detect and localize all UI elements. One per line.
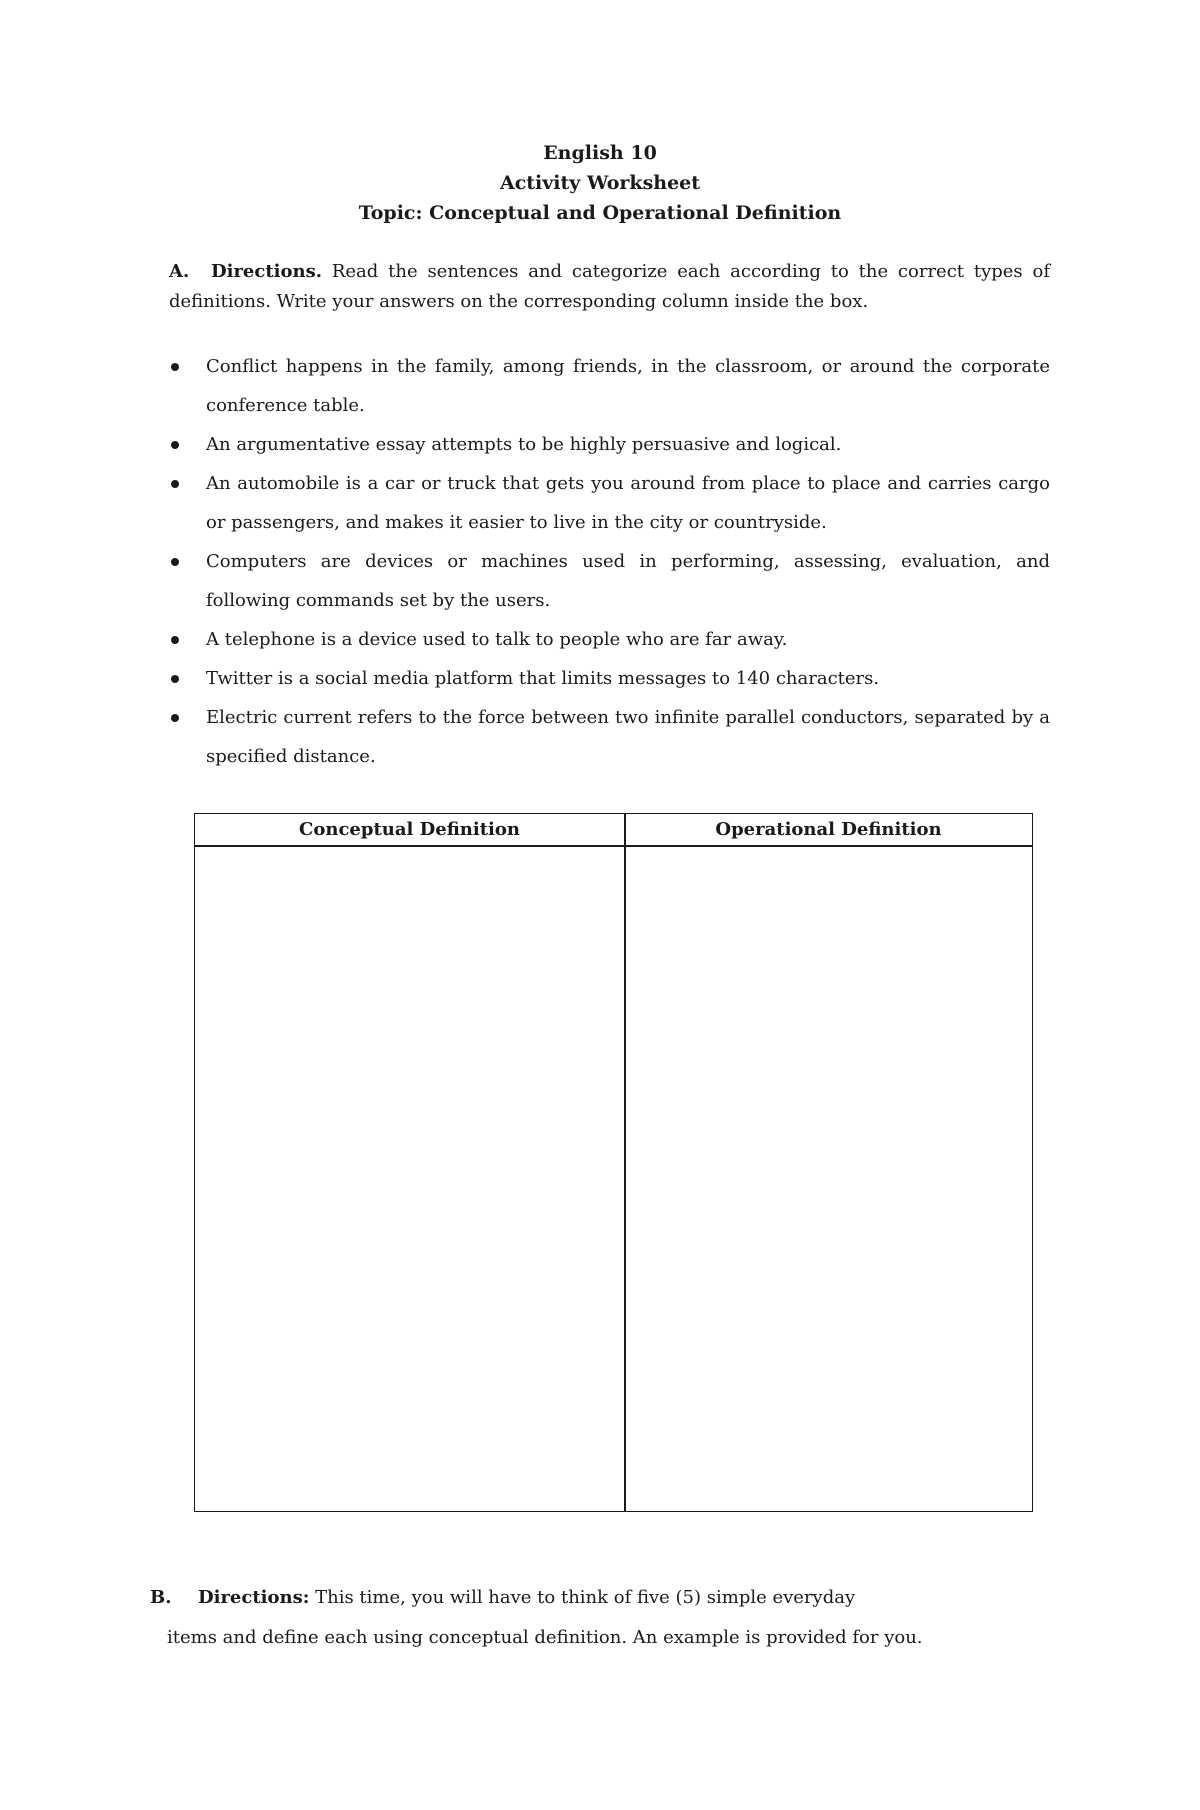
- answer-table: [194, 813, 1033, 1512]
- list-item: [169, 347, 1050, 425]
- bullet-icon: [171, 558, 179, 566]
- section-b-line-1: [150, 1578, 1050, 1618]
- list-item-text: Twitter is a social media platform that limits messages to 140 characters.: [206, 668, 880, 689]
- list-item-text: An automobile is a car or truck that gets you around from place to place and carries cargo or passengers, and makes it easier to live in the city or countryside.: [206, 473, 1050, 533]
- bullet-icon: [171, 480, 179, 488]
- list-item-text: An argumentative essay attempts to be highly persuasive and logical.: [206, 434, 842, 455]
- sentence-list: [169, 347, 1050, 776]
- list-item-text: Computers are devices or machines used in performing, assessing, evaluation, and following commands set by the users.: [206, 551, 1050, 611]
- section-a-directions: [169, 257, 1050, 317]
- conceptual-answer-cell[interactable]: [195, 847, 624, 1511]
- bullet-icon: [171, 636, 179, 644]
- section-b-directions: [150, 1578, 1050, 1658]
- list-item: [169, 620, 1050, 659]
- section-a-letter: A.: [169, 261, 190, 282]
- conceptual-column-header: Conceptual Definition: [299, 819, 520, 840]
- topic-title: Topic: Conceptual and Operational Definition: [358, 202, 842, 224]
- bullet-icon: [171, 714, 179, 722]
- course-title: English 10: [543, 142, 657, 164]
- bullet-icon: [171, 363, 179, 371]
- bullet-icon: [171, 675, 179, 683]
- operational-column-header: Operational Definition: [715, 819, 942, 840]
- bullet-icon: [171, 441, 179, 449]
- section-a-label: Directions.: [211, 261, 322, 282]
- list-item-text: Conflict happens in the family, among friends, in the classroom, or around the corporate conference table.: [206, 356, 1050, 416]
- section-b-label: Directions:: [198, 1587, 310, 1608]
- document-type: Activity Worksheet: [499, 172, 701, 194]
- list-item-text: A telephone is a device used to talk to people who are far away.: [206, 629, 788, 650]
- list-item: [169, 659, 1050, 698]
- section-a-text: Read the sentences and categorize each according to the correct types of definitions. Write your answers on the corresponding column inside the box.: [169, 261, 1050, 312]
- operational-answer-cell[interactable]: [626, 847, 1032, 1511]
- list-item-text: Electric current refers to the force between two infinite parallel conductors, separated by a specified distance.: [206, 707, 1050, 767]
- worksheet-header: [0, 138, 1200, 228]
- list-item: [169, 464, 1050, 542]
- section-b-text-1: This time, you will have to think of five (5) simple everyday: [315, 1587, 856, 1608]
- section-b-letter: B.: [150, 1587, 172, 1608]
- list-item: [169, 542, 1050, 620]
- list-item: [169, 425, 1050, 464]
- section-b-line-2: items and define each using conceptual definition. An example is provided for you.: [167, 1627, 923, 1648]
- list-item: [169, 698, 1050, 776]
